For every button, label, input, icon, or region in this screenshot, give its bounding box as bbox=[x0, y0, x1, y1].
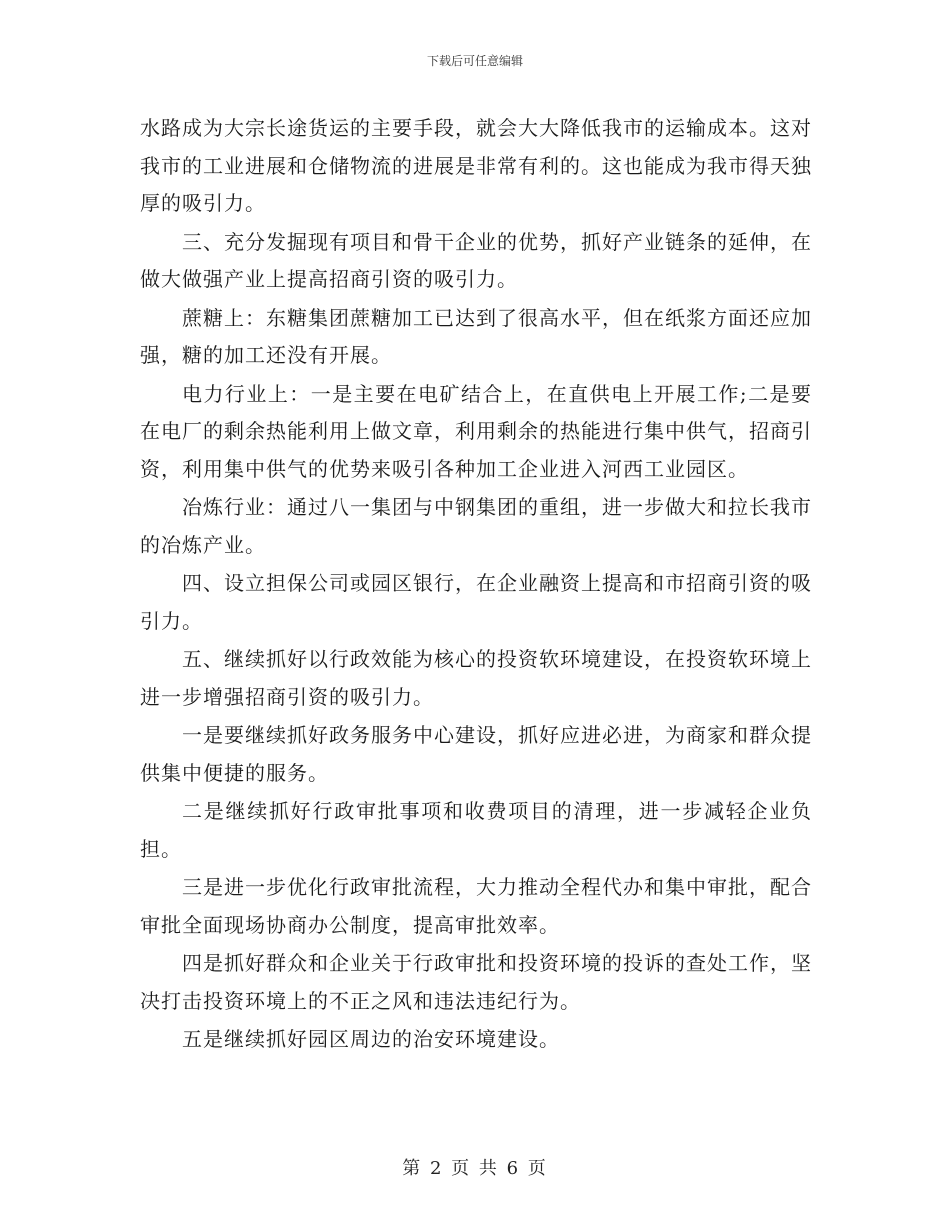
paragraph-5: 冶炼行业：通过八一集团与中钢集团的重组，进一步做大和拉长我市的冶炼产业。 bbox=[140, 495, 812, 557]
paragraph-12: 五是继续抓好园区周边的治安环境建设。 bbox=[182, 1027, 560, 1051]
page-number-footer: 第 2 页 共 6 页 bbox=[402, 1158, 548, 1179]
paragraph-9: 二是继续抓好行政审批事项和收费项目的清理，进一步减轻企业负担。 bbox=[140, 799, 812, 861]
paragraph-7: 五、继续抓好以行政效能为核心的投资软环境建设，在投资软环境上进一步增强招商引资的吸引力。 bbox=[140, 647, 812, 709]
paragraph-3: 蔗糖上：东糖集团蔗糖加工已达到了很高水平，但在纸浆方面还应加强，糖的加工还没有开展。 bbox=[140, 305, 812, 367]
paragraph-10: 三是进一步优化行政审批流程，大力推动全程代办和集中审批，配合审批全面现场协商办公制度，提高审批效率。 bbox=[140, 875, 812, 937]
paragraph-8: 一是要继续抓好政务服务中心建设，抓好应进必进，为商家和群众提供集中便捷的服务。 bbox=[140, 723, 812, 785]
paragraph-11: 四是抓好群众和企业关于行政审批和投资环境的投诉的查处工作，坚决打击投资环境上的不正之风和违法违纪行为。 bbox=[140, 951, 812, 1013]
document-body bbox=[140, 110, 812, 1060]
paragraph-1: 水路成为大宗长途货运的主要手段，就会大大降低我市的运输成本。这对我市的工业进展和仓储物流的进展是非常有利的。这也能成为我市得天独厚的吸引力。 bbox=[140, 116, 812, 215]
page-header: 下载后可任意编辑 bbox=[426, 54, 523, 68]
paragraph-6: 四、设立担保公司或园区银行，在企业融资上提高和市招商引资的吸引力。 bbox=[140, 571, 812, 633]
paragraph-2: 三、充分发掘现有项目和骨干企业的优势，抓好产业链条的延伸，在做大做强产业上提高招商引资的吸引力。 bbox=[140, 229, 812, 291]
paragraph-4: 电力行业上：一是主要在电矿结合上，在直供电上开展工作;二是要在电厂的剩余热能利用上做文章，利用剩余的热能进行集中供气，招商引资，利用集中供气的优势来吸引各种加工企业进入河西工业园区。 bbox=[140, 381, 812, 481]
